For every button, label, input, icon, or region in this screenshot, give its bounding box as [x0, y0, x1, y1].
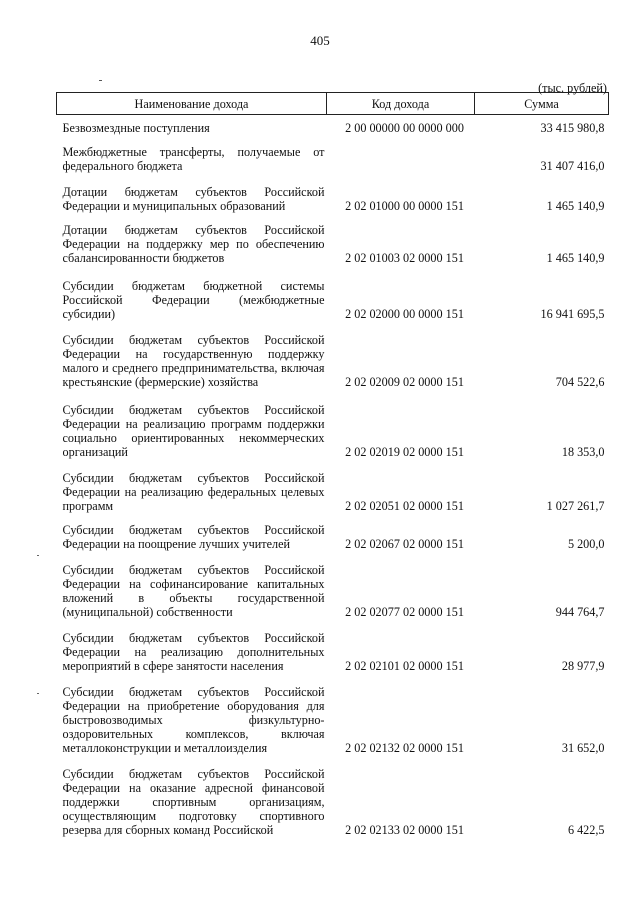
- table-row: [57, 755, 609, 837]
- row-code: 2 02 02019 02 0000 151: [345, 445, 464, 459]
- table-row: [57, 513, 609, 551]
- row-code: 2 02 02077 02 0000 151: [345, 605, 464, 619]
- table-row: [57, 673, 609, 755]
- row-amount: 704 522,6: [555, 375, 605, 389]
- row-code: 2 00 00000 00 0000 000: [345, 121, 464, 135]
- row-name: Субсидии бюджетам субъектов Российской Федерации на поощрение лучших учителей: [62, 523, 325, 551]
- table-row: [57, 389, 609, 459]
- row-amount: 1 465 140,9: [546, 199, 605, 213]
- row-name: Межбюджетные трансферты, получаемые от федерального бюджета: [62, 145, 325, 173]
- row-amount: 16 941 695,5: [540, 307, 605, 321]
- row-name: Безвозмездные поступления: [62, 121, 210, 135]
- row-amount: 6 422,5: [567, 823, 605, 837]
- row-code: 2 02 01000 00 0000 151: [345, 199, 464, 213]
- header-amount: Сумма: [475, 93, 609, 115]
- scan-mark: [99, 80, 102, 81]
- row-amount: 28 977,9: [561, 659, 605, 673]
- row-name: Субсидии бюджетам субъектов Российской Федерации на софинансирование капитальных вложений в объекты государственной (муниципальной) собственности: [62, 563, 325, 619]
- header-name: Наименование дохода: [57, 93, 327, 115]
- row-name: Субсидии бюджетам субъектов Российской Федерации на реализацию федеральных целевых программ: [62, 471, 325, 513]
- scan-mark: [37, 555, 39, 556]
- table-row: [57, 115, 609, 136]
- units-label: (тыс. рублей): [538, 81, 607, 95]
- row-code: 2 02 02101 02 0000 151: [345, 659, 464, 673]
- row-name: Субсидии бюджетам субъектов Российской Федерации на реализацию программ поддержки социально ориентированных некоммерческих организаций: [62, 403, 325, 459]
- revenue-table: [56, 92, 609, 837]
- row-amount: 31 652,0: [561, 741, 605, 755]
- row-amount: 1 465 140,9: [546, 251, 605, 265]
- row-code: 2 02 02000 00 0000 151: [345, 307, 464, 321]
- row-amount: 31 407 416,0: [540, 159, 605, 173]
- table-row: [57, 321, 609, 389]
- row-code: 2 02 02132 02 0000 151: [345, 741, 464, 755]
- row-code: 2 02 02133 02 0000 151: [345, 823, 464, 837]
- row-amount: 18 353,0: [561, 445, 605, 459]
- table-row: [57, 551, 609, 619]
- row-code: 2 02 02067 02 0000 151: [345, 537, 464, 551]
- scan-mark: [37, 693, 39, 694]
- row-name: Субсидии бюджетам субъектов Российской Федерации на приобретение оборудования для быстровозводимых физкультурно-оздоровительных комплексов, включая металлоконструкции и металлоизделия: [62, 685, 325, 755]
- row-name: Дотации бюджетам субъектов Российской Федерации на поддержку мер по обеспечению сбалансированности бюджетов: [62, 223, 325, 265]
- row-code: 2 02 02009 02 0000 151: [345, 375, 464, 389]
- table-header-row: [57, 93, 609, 115]
- row-name: Субсидии бюджетам субъектов Российской Федерации на реализацию дополнительных мероприятий в сфере занятости населения: [62, 631, 325, 673]
- row-code: 2 02 01003 02 0000 151: [345, 251, 464, 265]
- row-amount: 944 764,7: [555, 605, 605, 619]
- page-number: 405: [310, 33, 330, 48]
- table-row: [57, 213, 609, 265]
- row-amount: 5 200,0: [567, 537, 605, 551]
- row-code: 2 02 02051 02 0000 151: [345, 499, 464, 513]
- row-amount: 33 415 980,8: [540, 121, 605, 135]
- row-amount: 1 027 261,7: [546, 499, 605, 513]
- header-code: Код дохода: [327, 93, 475, 115]
- table-row: [57, 265, 609, 321]
- row-name: Дотации бюджетам субъектов Российской Федерации и муниципальных образований: [62, 185, 325, 213]
- table-body: [57, 115, 609, 838]
- row-name: Субсидии бюджетам субъектов Российской Федерации на оказание адресной финансовой поддержки спортивным организациям, осуществляющим подготовку спортивного резерва для сборных команд Российской: [62, 767, 325, 837]
- row-name: Субсидии бюджетам бюджетной системы Российской Федерации (межбюджетные субсидии): [62, 279, 325, 321]
- row-code: [327, 135, 475, 173]
- table-row: [57, 459, 609, 513]
- row-name: Субсидии бюджетам субъектов Российской Федерации на государственную поддержку малого и среднего предпринимательства, включая крестьянские (фермерские) хозяйства: [62, 333, 325, 389]
- table-row: [57, 173, 609, 213]
- table-row: [57, 619, 609, 673]
- table-row: [57, 135, 609, 173]
